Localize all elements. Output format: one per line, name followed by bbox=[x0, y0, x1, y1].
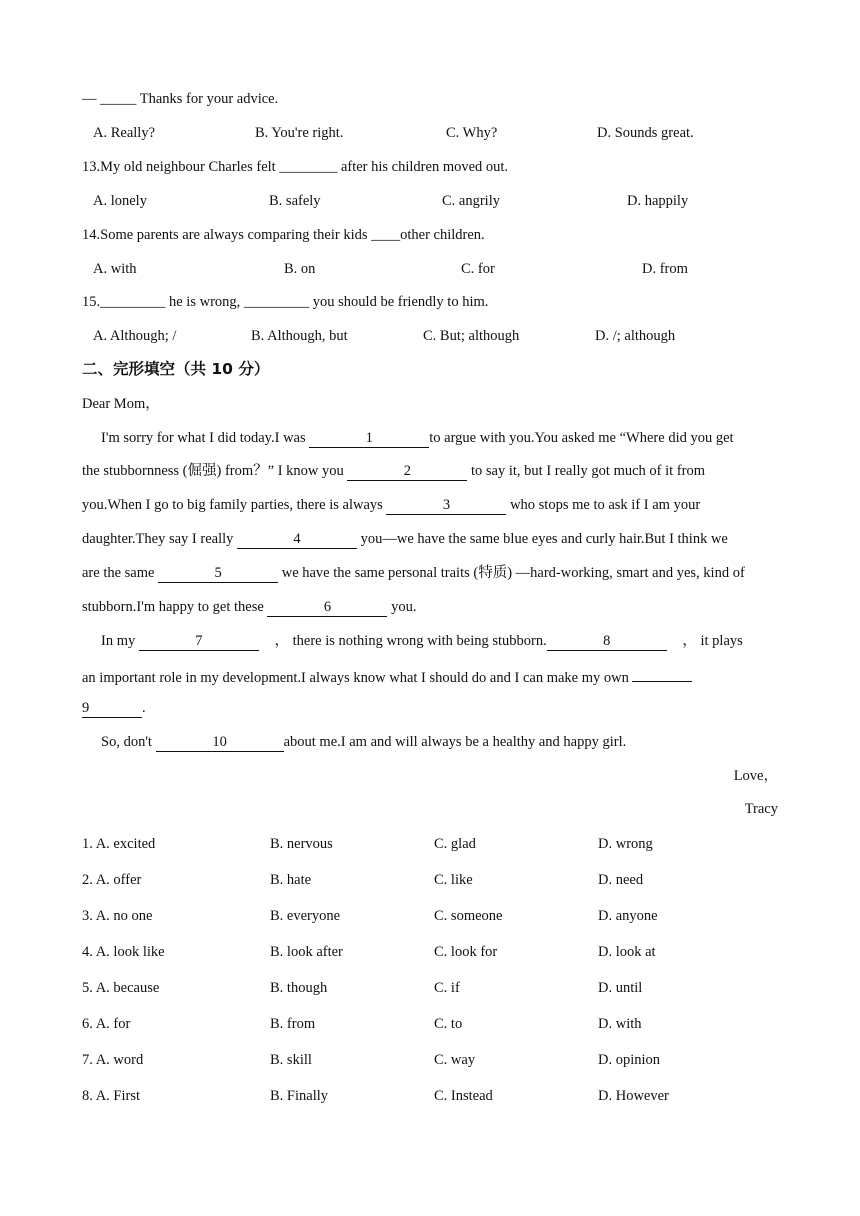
choice-1-a: 1. A. excited bbox=[82, 836, 156, 852]
blank-2: 2 bbox=[347, 463, 467, 481]
text-segment: you—we have the same blue eyes and curly hair.But I think we bbox=[360, 531, 728, 547]
q14-option-b: B. on bbox=[284, 261, 316, 277]
choice-3-d: D. anyone bbox=[598, 908, 658, 924]
q14-option-c: C. for bbox=[461, 261, 495, 277]
choice-8-c: C. Instead bbox=[434, 1088, 493, 1104]
q15-option-d: D. /; although bbox=[595, 328, 676, 344]
blank-7: 7 bbox=[139, 633, 259, 651]
letter-p3-line1 bbox=[101, 732, 626, 752]
q13-option-a: A. lonely bbox=[93, 193, 147, 209]
choice-3-c: C. someone bbox=[434, 908, 503, 924]
text-segment: you.When I go to big family parties, there is always bbox=[82, 497, 383, 513]
text-segment: I'm sorry for what I did today.I was bbox=[101, 430, 306, 446]
text-segment: you. bbox=[391, 599, 417, 615]
q13-option-d: D. happily bbox=[627, 193, 689, 209]
choice-4-c: C. look for bbox=[434, 944, 498, 960]
choice-2-a: 2. A. offer bbox=[82, 872, 142, 888]
blank-9-start bbox=[632, 664, 692, 682]
q12-reply-line: — _____ Thanks for your advice. bbox=[82, 91, 279, 107]
q13-option-c: C. angrily bbox=[442, 193, 500, 209]
q14-text-after: other children. bbox=[400, 227, 485, 243]
text-segment: we have the same personal traits (特质) —hard-working, smart and yes, kind of bbox=[281, 565, 745, 581]
letter-p2-line2 bbox=[82, 664, 692, 688]
q14-option-a: A. with bbox=[93, 261, 137, 277]
text-segment: ， there is nothing wrong with being stubborn. bbox=[274, 633, 547, 649]
choice-6-d: D. with bbox=[598, 1016, 642, 1032]
choice-4-d: D. look at bbox=[598, 944, 656, 960]
blank-5: 5 bbox=[158, 565, 278, 583]
choice-4-b: B. look after bbox=[270, 944, 343, 960]
blank-1: 1 bbox=[309, 430, 429, 448]
choice-5-d: D. until bbox=[598, 980, 643, 996]
letter-p2-line1 bbox=[101, 631, 743, 651]
choice-3-a: 3. A. no one bbox=[82, 908, 153, 924]
blank-9: 9 bbox=[82, 700, 142, 718]
choice-7-c: C. way bbox=[434, 1052, 476, 1068]
blank-10: 10 bbox=[156, 734, 284, 752]
choice-5-c: C. if bbox=[434, 980, 460, 996]
text-segment: an important role in my development.I always know what I should do and I can make my own bbox=[82, 670, 629, 686]
choice-8-b: B. Finally bbox=[270, 1088, 329, 1104]
letter-signature: Tracy bbox=[744, 801, 778, 817]
choice-7-d: D. opinion bbox=[598, 1052, 661, 1068]
q15-option-a: A. Although; / bbox=[93, 328, 177, 344]
letter-p1-line4 bbox=[82, 529, 728, 549]
letter-p1-line3 bbox=[82, 495, 700, 515]
choice-5-a: 5. A. because bbox=[82, 980, 160, 996]
q13-stem: 13.My old neighbour Charles felt ________ after his children moved out. bbox=[82, 159, 509, 175]
q12-option-a: A. Really? bbox=[93, 125, 156, 141]
text-segment: the stubbornness (倔强) from？” I know you bbox=[82, 463, 344, 479]
letter-p1-line5 bbox=[82, 563, 745, 583]
text-segment: who stops me to ask if I am your bbox=[510, 497, 701, 513]
blank-4: 4 bbox=[237, 531, 357, 549]
blank-6: 6 bbox=[267, 599, 387, 617]
q12-option-b: B. You're right. bbox=[255, 125, 344, 141]
choice-8-d: D. However bbox=[598, 1088, 669, 1104]
text-segment: . bbox=[142, 700, 146, 716]
text-segment: about me.I am and will always be a healthy and happy girl. bbox=[283, 734, 627, 750]
q15-option-c: C. But; although bbox=[423, 328, 520, 344]
letter-p2-line3 bbox=[82, 698, 146, 718]
text-segment: So, don't bbox=[101, 734, 152, 750]
letter-p1-line1 bbox=[101, 428, 734, 448]
choice-2-d: D. need bbox=[598, 872, 644, 888]
choice-1-b: B. nervous bbox=[270, 836, 333, 852]
choice-6-b: B. from bbox=[270, 1016, 316, 1032]
blank-8: 8 bbox=[547, 633, 667, 651]
choice-2-b: B. hate bbox=[270, 872, 312, 888]
text-segment: to say it, but I really got much of it from bbox=[471, 463, 705, 479]
q12-option-c: C. Why? bbox=[446, 125, 498, 141]
text-segment: to argue with you.You asked me “Where did you get bbox=[429, 430, 734, 446]
choice-1-d: D. wrong bbox=[598, 836, 653, 852]
blank-3: 3 bbox=[386, 497, 506, 515]
text-segment: In my bbox=[101, 633, 136, 649]
letter-closing: Love， bbox=[733, 768, 778, 784]
choice-7-a: 7. A. word bbox=[82, 1052, 144, 1068]
q14-blank: ____ bbox=[371, 227, 401, 243]
text-segment: stubborn.I'm happy to get these bbox=[82, 599, 264, 615]
text-segment: are the same bbox=[82, 565, 155, 581]
letter-p1-line6 bbox=[82, 597, 416, 617]
choice-5-b: B. though bbox=[270, 980, 328, 996]
choice-4-a: 4. A. look like bbox=[82, 944, 165, 960]
q12-option-d: D. Sounds great. bbox=[597, 125, 694, 141]
choice-6-a: 6. A. for bbox=[82, 1016, 131, 1032]
text-segment: daughter.They say I really bbox=[82, 531, 234, 547]
q13-option-b: B. safely bbox=[269, 193, 321, 209]
choice-1-c: C. glad bbox=[434, 836, 476, 852]
letter-greeting: Dear Mom， bbox=[82, 396, 160, 412]
q14-option-d: D. from bbox=[642, 261, 688, 277]
section-2-heading: 二、完形填空（共 10 分） bbox=[82, 360, 270, 378]
choice-2-c: C. like bbox=[434, 872, 473, 888]
q14-stem bbox=[82, 225, 485, 245]
choice-8-a: 8. A. First bbox=[82, 1088, 141, 1104]
choice-7-b: B. skill bbox=[270, 1052, 312, 1068]
q14-text-before: 14.Some parents are always comparing their kids bbox=[82, 227, 368, 243]
choice-3-b: B. everyone bbox=[270, 908, 341, 924]
q15-option-b: B. Although, but bbox=[251, 328, 348, 344]
text-segment: ， it plays bbox=[682, 633, 743, 649]
letter-p1-line2 bbox=[82, 461, 705, 481]
q15-stem: 15._________ he is wrong, _________ you should be friendly to him. bbox=[82, 294, 489, 310]
choice-6-c: C. to bbox=[434, 1016, 463, 1032]
